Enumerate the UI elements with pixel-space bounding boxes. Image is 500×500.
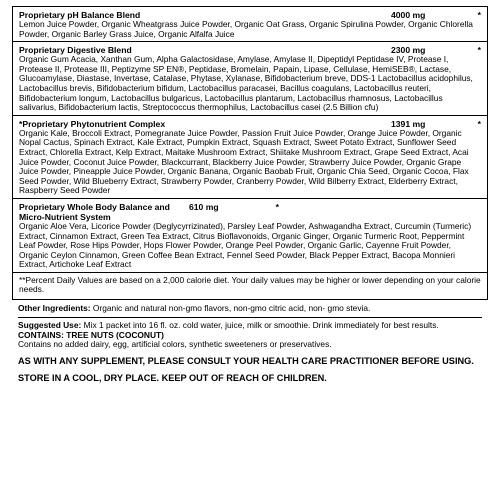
blend-ingredients: Organic Aloe Vera, Licorice Powder (Deglycyrrizinated), Parsley Leaf Powder, Ashwagandha Extract, Curcumin (Turmeric) Extract, Cinnamon Extract, Green Tea Extract, Citrus Bioflavonoids, Organic Ginger, Organic Turmeric Root, Peppermint Leaf Powder, Rose Hips Powder, Hops Flower Powder, Orange Peel Powder, Organic Garlic, Cayenne Fruit Powder, Organic Ceylon Cinnamon, Green Coffee Bean Extract, Fennel Seed Powder, Black Pepper Extract, Bacopa Monnieri Extract, Artichoke Leaf Extract (19, 220, 472, 270)
blend-name: Proprietary Whole Body Balance and Micro-Nutrient System (19, 201, 170, 222)
blend-phytonutrient (13, 116, 487, 199)
daily-value-mark: * (477, 10, 481, 20)
blend-amount: 1391 mg (391, 118, 426, 129)
blend-amount: 610 mg (189, 201, 219, 212)
blend-whole-body (13, 199, 487, 272)
suggested-use-text: Mix 1 packet into 16 fl. oz. cold water, juice, milk or smoothie. Drink immediately for best results. (81, 319, 439, 330)
blend-ingredients: Organic Kale, Broccoli Extract, Pomegranate Juice Powder, Passion Fruit Juice Powder, Orange Juice Powder, Organic Nopal Cactus, Spinach Extract, Kale Extract, Pumpkin Extract, Squash Extract, Sweet Potato Extract, Sunflower Seed Extract, Chlorella Extract, Kelp Extract, Maitake Mushroom Extract, Shiitake Mushroom Extract, Grape Seed Extract, Acai Juice Powder, Coconut Juice Powder, Blackcurrant, Blackberry Juice Powder, Strawberry Juice Powder, Organic Grape Juice Powder, Pineapple Juice Powder, Organic Banana, Organic Baobab Fruit, Organic Chia Seed, Organic Cocoa, Flax Seed Powder, Wild Blueberry Extract, Strawberry Powder, Cranberry Powder, Wild Bilberry Extract, Elderberry Extract, Raspberry Seed Powder (19, 127, 469, 196)
blend-amount: 2300 mg (391, 45, 426, 56)
blend-name: *Proprietary Phytonutrient Complex (19, 118, 166, 129)
suggested-use-label: Suggested Use: (18, 319, 82, 330)
blend-digestive (13, 42, 487, 116)
consult-warning: AS WITH ANY SUPPLEMENT, PLEASE CONSULT YOUR HEALTH CARE PRACTITIONER BEFORE USING. (18, 356, 474, 367)
blend-ph-balance (13, 7, 487, 42)
other-ingredients-text: Organic and natural non-gmo flavors, non-gmo citric acid, non- gmo stevia. (90, 303, 371, 314)
storage-warning: STORE IN A COOL, DRY PLACE. KEEP OUT OF REACH OF CHILDREN. (18, 373, 327, 384)
blend-name: Proprietary Digestive Blend (19, 45, 132, 56)
supplement-facts-panel (12, 6, 488, 300)
daily-value-mark: * (477, 118, 481, 129)
other-ingredients-label: Other Ingredients: (18, 303, 91, 314)
blend-ingredients: Organic Gum Acacia, Xanthan Gum, Alpha Galactosidase, Amylase, Amylase II, Dipeptidyl Peptidase IV, Protease I, Protease II, Protease III, Peptizyme SP EN®, Peptidase, Bromelain, Papain, Lipase, Cellulase, HemiSEB®, Lactase, Glucoamylase, Diastase, Invertase, Catalase, Phytase, Xylanase, Bifidobacterium breve, DDS-1 Lactobacillus acidophilus, Lactobacillus brevis, Bifidobacterium bifidum, Lactobacillus paracasei, Bacillus coagulans, Lactobacillus reuteri, Bifidobacterium longum, Lactobacillus bulgaricus, Lactobacillus plantarum, Lactobacillus rhamnosus, Lactobacillus salivarius, Bifidobacterium lactis, Streptococcus thermophilus, Lactobacillus casei (2.5 Billion cfu) (19, 54, 473, 113)
daily-value-mark: * (275, 201, 279, 212)
daily-value-footnote: **Percent Daily Values are based on a 2,000 calorie diet. Your daily values may be higher or lower depending on your calorie needs. (13, 272, 487, 299)
allergen-statement: CONTAINS: TREE NUTS (COCONUT) (18, 329, 164, 340)
blend-amount: 4000 mg (391, 10, 426, 20)
blend-name: Proprietary pH Balance Blend (19, 10, 141, 20)
divider (18, 317, 482, 318)
no-added-statement: Contains no added dairy, egg, artificial colors, synthetic sweeteners or preservatives. (18, 339, 332, 350)
daily-value-mark: * (477, 45, 481, 56)
blend-ingredients: Lemon Juice Powder, Organic Wheatgrass Juice Powder, Organic Oat Grass, Organic Spirulina Powder, Organic Chlorella Powder, Organic Barley Grass Juice, Organic Alfalfa Juice (19, 19, 473, 39)
other-ingredients (18, 304, 482, 314)
label-notes (6, 300, 494, 384)
